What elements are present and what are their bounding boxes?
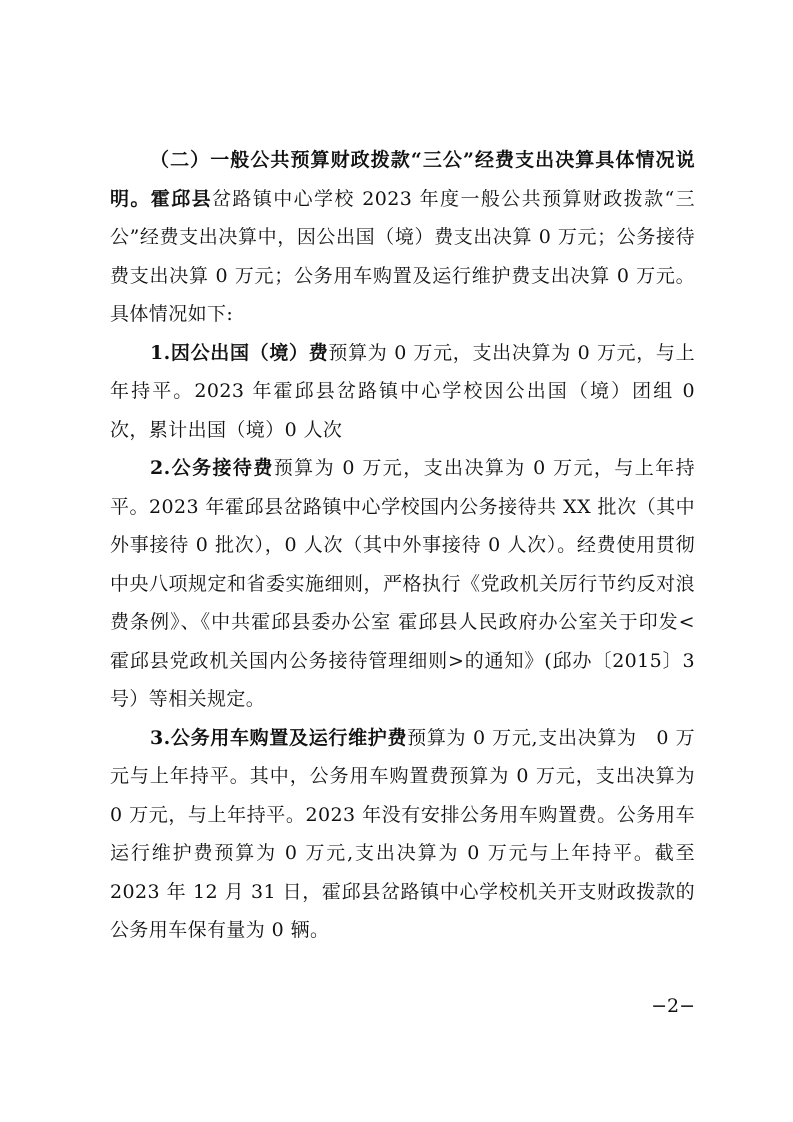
paragraph-heading-summary: （二）一般公共预算财政拨款“三公”经费支出决算具体情况说明。霍邱县 [110, 149, 695, 210]
paragraph-heading-official-vehicles: 3.公务用车购置及运行维护费 [150, 726, 408, 749]
paragraph-three-public-summary [110, 141, 695, 334]
paragraph-heading-official-reception: 2.公务接待费 [150, 457, 274, 479]
paragraph-text-summary: 岔路镇中心学校 2023 年度一般公共预算财政拨款“三公”经费支出决算中，因公出国（境）费支出决算 0 万元；公务接待费支出决算 0 万元；公务用车购置及运行维护费支出决算 0 万元。具体情况如下: [110, 187, 695, 325]
page-number: −2− [651, 995, 695, 1017]
document-body [110, 141, 695, 950]
paragraph-overseas-travel [110, 334, 695, 450]
paragraph-text-official-reception: 预算为 0 万元，支出决算为 0 万元，与上年持平。2023 年霍邱县岔路镇中心学校国内公务接待共 XX 批次（其中外事接待 0 批次），0 人次（其中外事接待 0 人次）。经费使用贯彻中央八项规定和省委实施细则，严格执行《党政机关厉行节约反对浪费条例》、《中共霍邱县委办公室 霍邱县人民政府办公室关于印发<霍邱县党政机关国内公务接待管理细则>的通知》(邱办〔2015〕3 号）等相关规定。 [110, 457, 695, 710]
paragraph-heading-overseas-travel: 1.因公出国（境）费 [150, 341, 329, 364]
paragraph-official-vehicles [110, 719, 695, 950]
paragraph-official-reception [110, 449, 695, 719]
paragraph-text-overseas-travel: 预算为 0 万元，支出决算为 0 万元，与上年持平。2023 年霍邱县岔路镇中心学校因公出国（境）团组 0 次，累计出国（境）0 人次 [110, 341, 695, 441]
paragraph-text-official-vehicles: 预算为 0 万元,支出决算为 0 万元与上年持平。其中，公务用车购置费预算为 0 万元，支出决算为 0 万元，与上年持平。2023 年没有安排公务用车购置费。公务用车运行维护费预算为 0 万元,支出决算为 0 万元与上年持平。截至 2023 年 12 月 31 日，霍邱县岔路镇中心学校机关开支财政拨款的公务用车保有量为 0 辆。 [110, 726, 696, 941]
